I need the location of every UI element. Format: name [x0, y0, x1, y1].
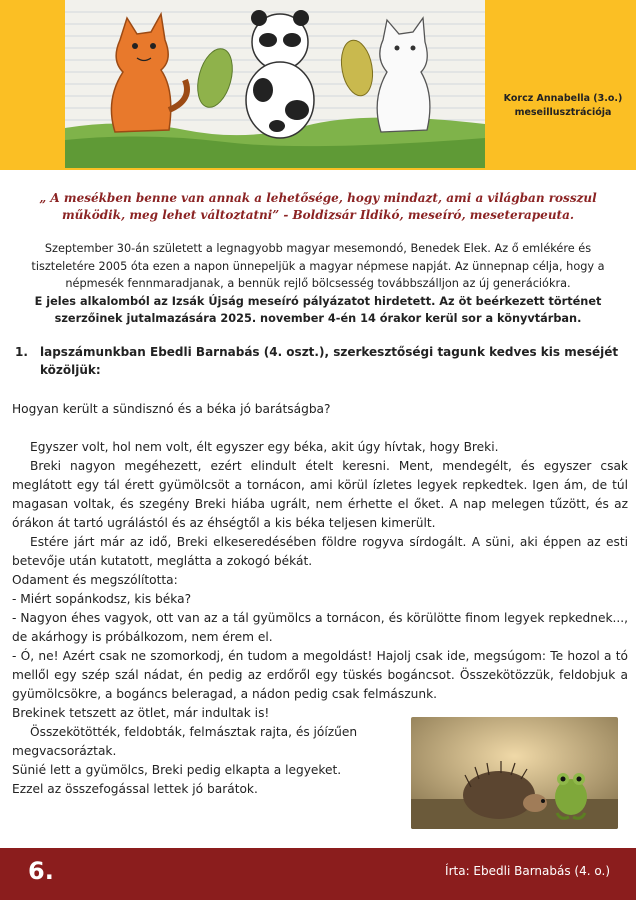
- story-paragraph-10: Sünié lett a gyümölcs, Breki pedig elkapta a legyeket. Ezzel az összefogással lettek jó barátok.: [12, 763, 342, 796]
- numbered-list: [12, 343, 624, 379]
- white-cat-drawing: [377, 18, 430, 132]
- list-text: lapszámunkban Ebedli Barnabás (4. oszt.), szerkesztőségi tagunk kedves kis meséjét közöljük:: [40, 345, 619, 377]
- quote: „ A mesékben benne van annak a lehetősége, hogy mindazt, ami a világban rosszul működik, meg lehet változtatni” - Boldizsár Ildikó, meseíró, meseterapeuta.: [39, 191, 597, 222]
- story-paragraph-7: - Ó, ne! Azért csak ne szomorkodj, én tudom a megoldást! Hajolj csak ide, megsúgom: Te hozol a tó mellől egy szép szál nádat, én pedig az erdőről egy tüskés bogáncsot. Összekötözzük, feldobjuk a gyümölcsökre, a bogáncs beleragad, a nádon pedig csak felmászunk.: [12, 649, 628, 701]
- story-paragraph-1: Egyszer volt, hol nem volt, élt egyszer egy béka, akit úgy hívtak, hogy Breki.: [30, 440, 499, 454]
- intro-paragraph: [12, 240, 624, 328]
- hedgehog-frog-photo: [411, 717, 618, 829]
- story-title: Hogyan került a sündisznó és a béka jó barátságba?: [12, 402, 331, 416]
- credit-name: Korcz Annabella (3.o.): [503, 93, 623, 104]
- panda-drawing: [246, 10, 314, 138]
- list-number: 1.: [15, 345, 28, 359]
- children-drawing-illustration: [65, 0, 485, 168]
- illustration-credit: [490, 92, 636, 120]
- story-paragraph-3: Estére járt már az idő, Breki elkeseredésében földre rogyva sírdogált. A süni, aki éppen az esti betevője után kutatott, meglátta a zokogó békát.: [12, 535, 628, 568]
- story-paragraph-4: Odament és megszólította:: [12, 573, 178, 587]
- page-number: 6.: [28, 857, 54, 885]
- intro-bold-text: E jeles alkalomból az Izsák Újság meseíró pályázatot hirdetett. Az öt beérkezett történet szerzőinek jutalmazására 2025. november 4-én 14 órakor kerül sor a könyvtárban.: [34, 294, 602, 326]
- story-paragraph-5: - Miért sopánkodsz, kis béka?: [12, 592, 192, 606]
- story-paragraph-6: - Nagyon éhes vagyok, ott van az a tál gyümölcs a tornácon, és körülötte finom legyek repkednek..., de akárhogy is próbálkozom, nem érem el.: [12, 611, 628, 644]
- author-credit: Írta: Ebedli Barnabás (4. o.): [445, 864, 610, 878]
- story-paragraph-9: Összekötötték, feldobták, felmásztak rajta, és jóízűen megvacsoráztak.: [12, 725, 358, 758]
- drawing-image: [65, 0, 485, 168]
- hedgehog-frog-image: [411, 717, 618, 829]
- story-paragraph-8: Brekinek tetszett az ötlet, már indultak is!: [12, 706, 270, 720]
- intro-text: Szeptember 30-án született a legnagyobb magyar mesemondó, Benedek Elek. Az ő emlékére és tiszteletére 2005 óta ezen a napon ünnepeljük a magyar népmese napját. Az ünnepnap célja, hogy a népmesék fennmaradjanak, a bennük rejlő bölcsesség továbbszálljon az új generációkra.: [31, 242, 605, 291]
- credit-caption: meseillusztrációja: [514, 107, 612, 118]
- story-paragraph-2: Breki nagyon megéhezett, ezért elindult ételt keresni. Ment, mendegélt, és egyszer csak meglátott egy tál érett gyümölcsöt a tornácon, ami körül ízletes legyek repkedtek. Igen ám, de túl magasan voltak, és szegény Breki hiába ugrált, nem érhette el őket. A nap melegen tűzött, és az órákon át tartó ugrálástól és az éhségtől a kis béka teljesen kimerült.: [12, 459, 628, 530]
